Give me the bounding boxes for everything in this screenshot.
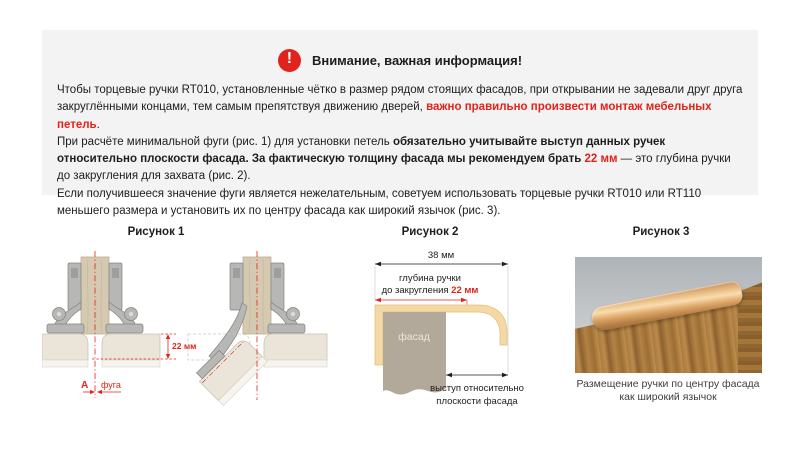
p2-red-bold: 22 мм — [584, 153, 618, 166]
left-facade — [42, 334, 88, 360]
closed-doors-diagram — [42, 251, 196, 398]
protrusion-caption-line1: выступ относительно — [430, 383, 524, 394]
caption-line-1: Размещение ручки по центру фасада — [576, 378, 760, 390]
open-door-diagram — [188, 251, 327, 406]
figure-3-caption — [568, 378, 768, 404]
protrusion-caption-line2: плоскости фасада — [436, 396, 518, 407]
depth-caption-prefix: до закругления — [381, 285, 452, 296]
figure-3-label: Рисунок 3 — [632, 226, 690, 238]
paragraph-1 — [57, 82, 745, 134]
p3-normal: Если получившееся значение фуги является нежелательным, советуем использовать торцевые ручки RT010 или RT110 меньшего размера и установить их по центру фасада как широкий язычок (рис. 3). — [57, 187, 702, 218]
warning-header — [42, 46, 758, 74]
depth-dimension-value: 22 мм — [172, 341, 197, 351]
intro-text — [57, 82, 745, 220]
p2-tail: — это глубина ручки до закругления для захвата (рис. 2). — [57, 153, 731, 183]
p2-normal: При расчёте минимальной фуги (рис. 1) для установки петель — [57, 135, 393, 148]
p2-bold: обязательно учитывайте выступ данных ручек относительно плоскости фасада. За фактическую толщину фасада мы рекомендуем брать — [57, 135, 666, 166]
exclamation-icon: ! — [278, 49, 301, 72]
depth-caption-value: 22 мм — [451, 285, 479, 296]
caption-line-2: как широкий язычок — [619, 391, 717, 403]
facade-label: фасад — [398, 331, 430, 343]
figure-3-photo — [575, 257, 762, 373]
right-facade — [102, 334, 160, 360]
paragraph-2 — [57, 134, 745, 186]
gap-letter-a: A — [81, 380, 89, 391]
paragraph-3 — [57, 186, 745, 221]
width-dimension-value: 38 мм — [427, 250, 455, 261]
depth-caption-line1: глубина ручки — [399, 273, 461, 284]
warning-title: Внимание, важная информация! — [311, 52, 523, 68]
left-hinge — [47, 263, 84, 333]
gap-label: фуга — [101, 380, 121, 390]
right-hinge — [268, 263, 305, 333]
figure-2-label: Рисунок 2 — [401, 226, 459, 238]
p1-end: . — [96, 118, 100, 131]
figure-2-profile-diagram — [360, 248, 545, 415]
right-handle-lip — [102, 360, 160, 367]
wood-facade-edge — [738, 257, 762, 373]
right-hinge — [106, 263, 143, 333]
p1-normal: Чтобы торцевые ручки RT010, установленные чётко в размер рядом стоящих фасадов, при открывании не задевали друг друга закруглёнными концами, тем самым препятствуя движению дверей, — [57, 84, 743, 114]
figure-1-hinge-diagram — [42, 248, 332, 408]
right-handle-lip — [264, 360, 327, 367]
depth-caption-line2 — [382, 285, 479, 296]
figure-1-label: Рисунок 1 — [127, 226, 185, 238]
p1-red-bold: важно правильно произвести монтаж мебельных петель — [57, 101, 712, 131]
right-facade — [264, 334, 327, 360]
left-handle-lip — [42, 360, 88, 367]
